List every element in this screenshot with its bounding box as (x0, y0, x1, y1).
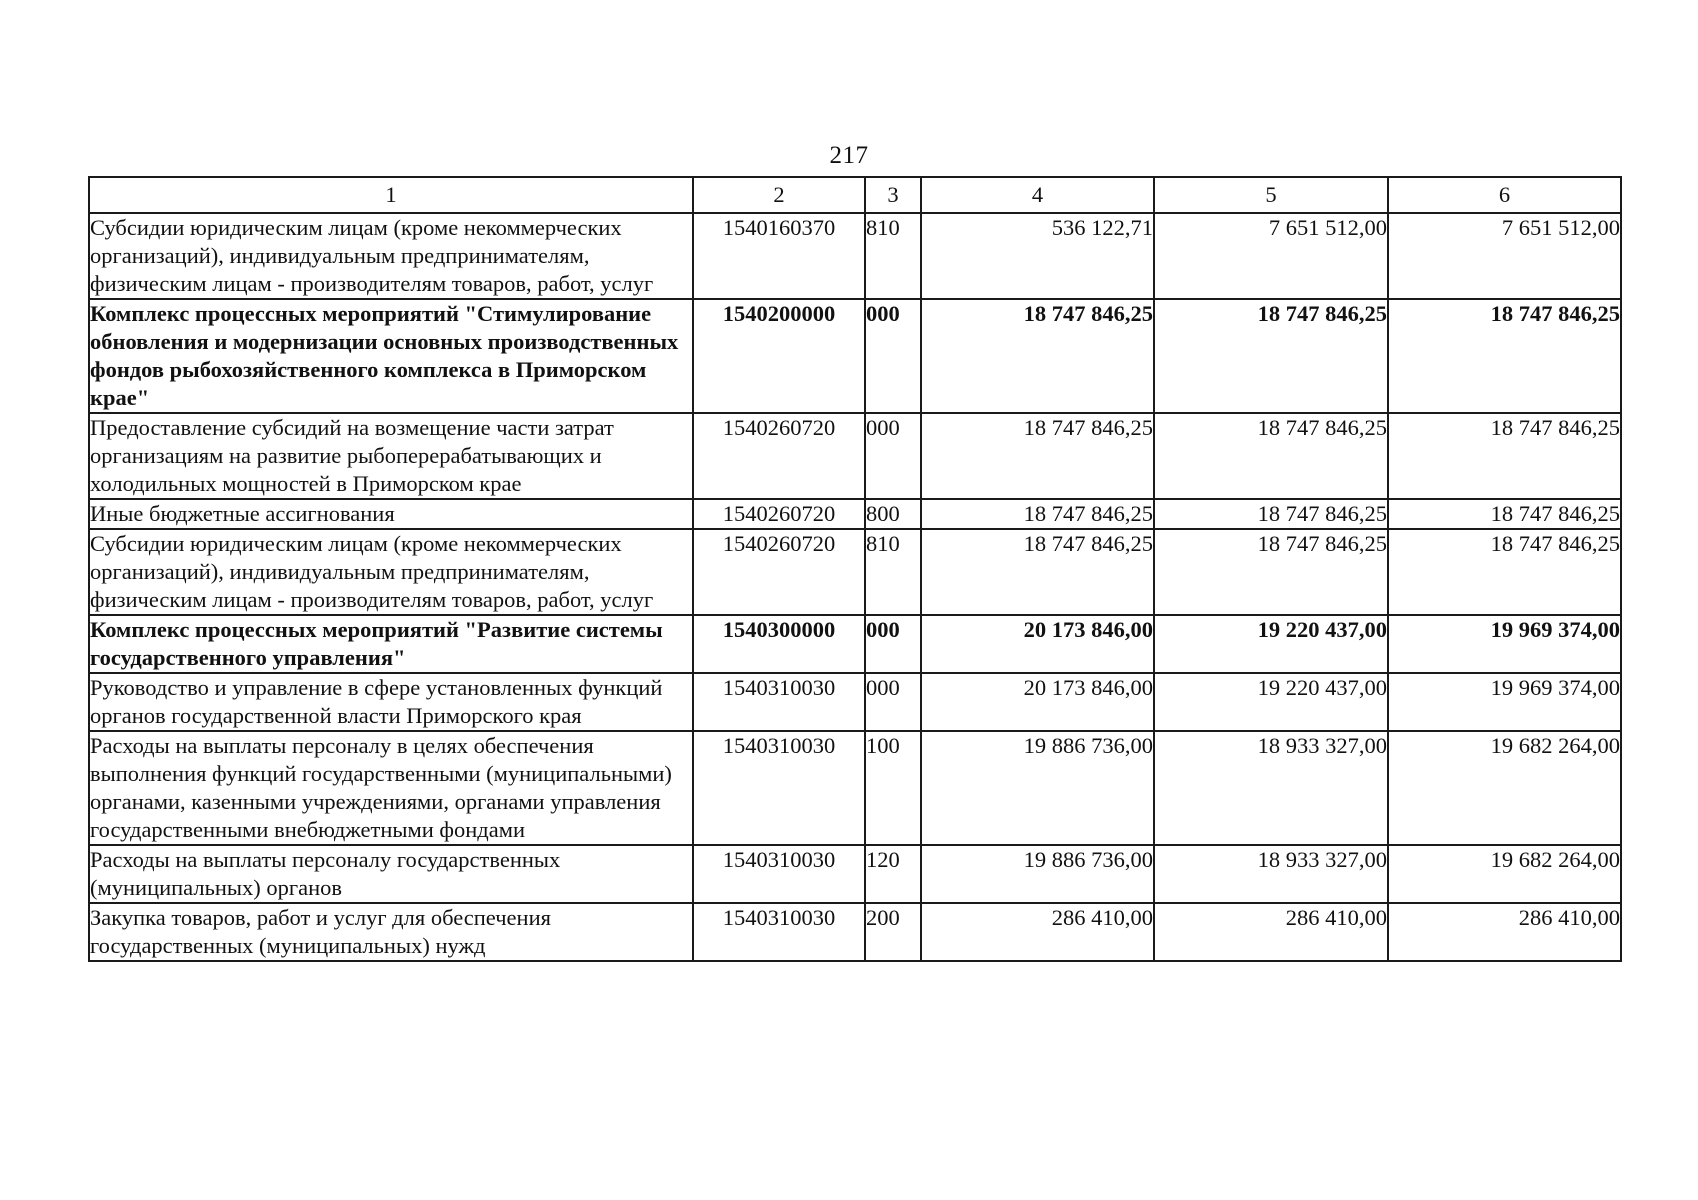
row-amount-5-cell: 18 933 327,00 (1154, 731, 1388, 845)
row-type-cell: 100 (865, 731, 921, 845)
row-code-cell: 1540260720 (693, 529, 865, 615)
row-amount-6-cell: 19 969 374,00 (1388, 673, 1621, 731)
row-name-cell: Иные бюджетные ассигнования (89, 499, 693, 529)
row-amount-6-cell: 19 682 264,00 (1388, 731, 1621, 845)
row-amount-6-cell: 18 747 846,25 (1388, 499, 1621, 529)
row-code-cell: 1540260720 (693, 413, 865, 499)
table-row (89, 499, 1621, 529)
row-amount-4-cell: 20 173 846,00 (921, 615, 1154, 673)
row-name-cell: Расходы на выплаты персоналу государственных (муниципальных) органов (89, 845, 693, 903)
row-type-cell: 000 (865, 615, 921, 673)
row-amount-5-cell: 19 220 437,00 (1154, 673, 1388, 731)
row-amount-6-cell: 286 410,00 (1388, 903, 1621, 961)
row-amount-5-cell: 18 747 846,25 (1154, 529, 1388, 615)
table-header-row (89, 177, 1621, 213)
table-row (89, 615, 1621, 673)
table-row (89, 529, 1621, 615)
row-amount-4-cell: 536 122,71 (921, 213, 1154, 299)
table-row (89, 299, 1621, 413)
row-amount-4-cell: 19 886 736,00 (921, 845, 1154, 903)
row-name-cell: Предоставление субсидий на возмещение части затрат организациям на развитие рыбоперерабатывающих и холодильных мощностей в Приморском крае (89, 413, 693, 499)
row-amount-5-cell: 7 651 512,00 (1154, 213, 1388, 299)
row-type-cell: 810 (865, 529, 921, 615)
row-code-cell: 1540260720 (693, 499, 865, 529)
table-row (89, 413, 1621, 499)
row-name-cell: Комплекс процессных мероприятий "Развитие системы государственного управления" (89, 615, 693, 673)
row-type-cell: 120 (865, 845, 921, 903)
row-amount-5-cell: 18 933 327,00 (1154, 845, 1388, 903)
row-type-cell: 800 (865, 499, 921, 529)
column-header-4: 4 (921, 177, 1154, 213)
row-amount-4-cell: 18 747 846,25 (921, 413, 1154, 499)
table-row (89, 903, 1621, 961)
row-name-cell: Расходы на выплаты персоналу в целях обеспечения выполнения функций государственными (муниципальными) органами, казенными учреждениями, органами управления государственными внебюджетными фондами (89, 731, 693, 845)
row-code-cell: 1540310030 (693, 903, 865, 961)
row-code-cell: 1540310030 (693, 845, 865, 903)
row-code-cell: 1540310030 (693, 731, 865, 845)
row-type-cell: 000 (865, 673, 921, 731)
row-amount-6-cell: 18 747 846,25 (1388, 413, 1621, 499)
table-row (89, 731, 1621, 845)
row-amount-5-cell: 18 747 846,25 (1154, 499, 1388, 529)
column-header-2: 2 (693, 177, 865, 213)
row-amount-4-cell: 18 747 846,25 (921, 529, 1154, 615)
column-header-5: 5 (1154, 177, 1388, 213)
table-row (89, 673, 1621, 731)
row-type-cell: 810 (865, 213, 921, 299)
row-amount-4-cell: 19 886 736,00 (921, 731, 1154, 845)
row-name-cell: Руководство и управление в сфере установленных функций органов государственной власти Приморского края (89, 673, 693, 731)
row-amount-5-cell: 19 220 437,00 (1154, 615, 1388, 673)
row-amount-4-cell: 286 410,00 (921, 903, 1154, 961)
table-row (89, 213, 1621, 299)
row-amount-6-cell: 19 682 264,00 (1388, 845, 1621, 903)
row-code-cell: 1540200000 (693, 299, 865, 413)
row-amount-4-cell: 20 173 846,00 (921, 673, 1154, 731)
page-number: 217 (829, 142, 869, 169)
row-type-cell: 000 (865, 299, 921, 413)
row-code-cell: 1540300000 (693, 615, 865, 673)
row-type-cell: 200 (865, 903, 921, 961)
row-amount-5-cell: 18 747 846,25 (1154, 413, 1388, 499)
row-amount-6-cell: 18 747 846,25 (1388, 529, 1621, 615)
budget-table (88, 176, 1622, 962)
row-amount-6-cell: 7 651 512,00 (1388, 213, 1621, 299)
column-header-3: 3 (865, 177, 921, 213)
row-amount-5-cell: 286 410,00 (1154, 903, 1388, 961)
table-row (89, 845, 1621, 903)
row-name-cell: Субсидии юридическим лицам (кроме некоммерческих организаций), индивидуальным предпринимателям, физическим лицам - производителям товаров, работ, услуг (89, 213, 693, 299)
column-header-1: 1 (89, 177, 693, 213)
row-code-cell: 1540310030 (693, 673, 865, 731)
row-name-cell: Комплекс процессных мероприятий "Стимулирование обновления и модернизации основных производственных фондов рыбохозяйственного комплекса в Приморском крае" (89, 299, 693, 413)
row-code-cell: 1540160370 (693, 213, 865, 299)
row-name-cell: Субсидии юридическим лицам (кроме некоммерческих организаций), индивидуальным предпринимателям, физическим лицам - производителям товаров, работ, услуг (89, 529, 693, 615)
row-amount-6-cell: 19 969 374,00 (1388, 615, 1621, 673)
row-amount-4-cell: 18 747 846,25 (921, 499, 1154, 529)
column-header-6: 6 (1388, 177, 1621, 213)
row-amount-6-cell: 18 747 846,25 (1388, 299, 1621, 413)
row-amount-4-cell: 18 747 846,25 (921, 299, 1154, 413)
row-type-cell: 000 (865, 413, 921, 499)
row-name-cell: Закупка товаров, работ и услуг для обеспечения государственных (муниципальных) нужд (89, 903, 693, 961)
row-amount-5-cell: 18 747 846,25 (1154, 299, 1388, 413)
